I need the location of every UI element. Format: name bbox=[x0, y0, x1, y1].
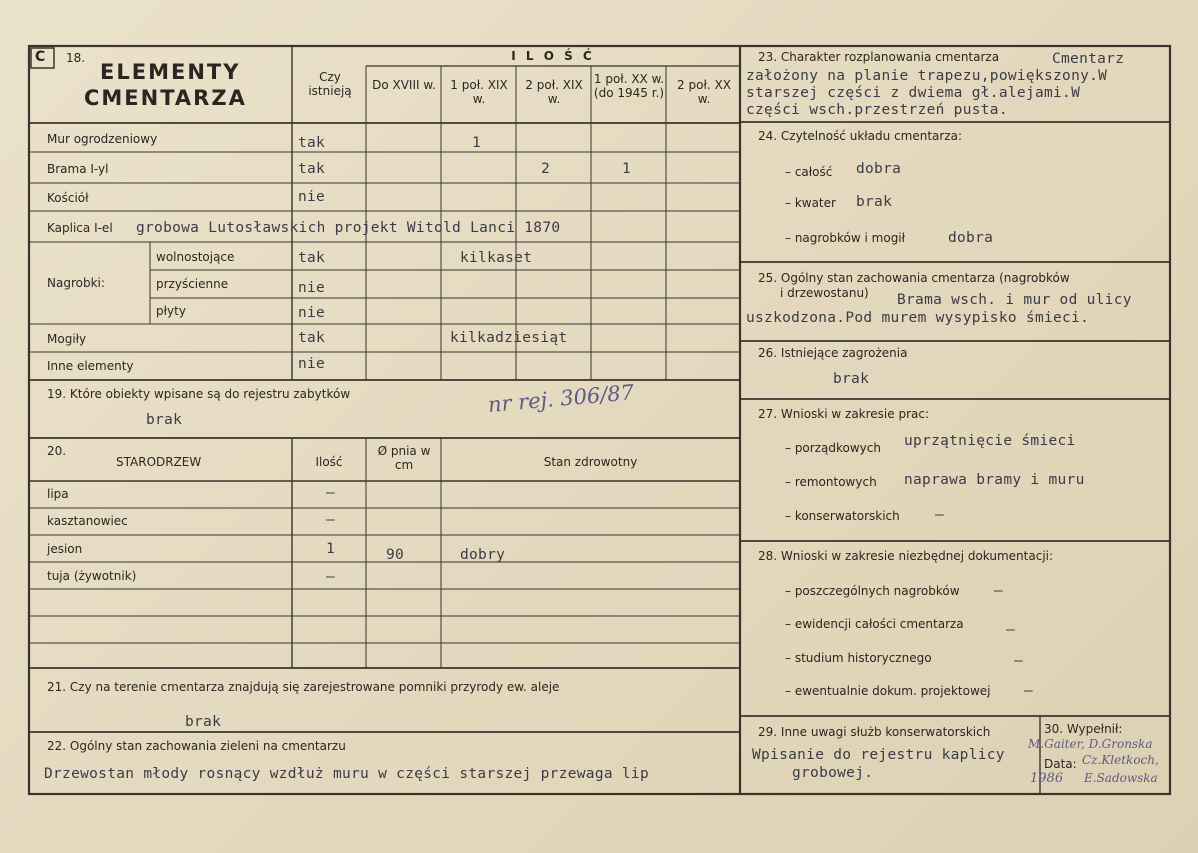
section-28-label: 28. Wnioski w zakresie niezbędnej dokumentacji: bbox=[758, 549, 1054, 563]
section-26-label: 26. Istniejące zagrożenia bbox=[758, 346, 908, 360]
col-xix2-header: 2 poł. XIX w. bbox=[525, 78, 583, 106]
section-23-label: 23. Charakter rozplanowania cmentarza bbox=[758, 50, 1000, 64]
section-23-line2: założony na planie trapezu,powiększony.W bbox=[746, 68, 1108, 84]
section-25-line1: Brama wsch. i mur od ulicy bbox=[897, 292, 1132, 308]
section-25-label-line1: 25. Ogólny stan zachowania cmentarza (nagrobków bbox=[758, 271, 1070, 285]
section-23-line1: Cmentarz bbox=[1052, 51, 1125, 67]
section-26-answer: brak bbox=[833, 371, 870, 387]
col-xviii-header: Do XVIII w. bbox=[372, 78, 436, 92]
porz-label: – porządkowych bbox=[785, 441, 881, 455]
kwater-label: – kwater bbox=[785, 196, 836, 210]
section-19-register-handwritten: nr rej. 306/87 bbox=[486, 380, 635, 417]
section-20-number: 20. bbox=[47, 444, 67, 458]
row-kaplica-text: grobowa Lutosławskich projekt Witold Lanci 1870 bbox=[136, 220, 561, 236]
col-xx2-header: 2 poł. XX w. bbox=[677, 78, 731, 106]
section-c-label: C bbox=[35, 49, 46, 65]
col-tree-count-header: Ilość bbox=[315, 455, 343, 469]
section-29-line1: Wpisanie do rejestru kaplicy bbox=[752, 747, 1005, 763]
doc-item-value: – bbox=[1006, 622, 1016, 638]
row-mogily-count: kilkadziesiąt bbox=[450, 330, 568, 346]
doc-item-value: – bbox=[1014, 653, 1024, 669]
col-tree-state-header: Stan zdrowotny bbox=[543, 455, 638, 469]
section-25-line2: uszkodzona.Pod murem wysypisko śmieci. bbox=[746, 310, 1090, 326]
tree-row-name: tuja (żywotnik) bbox=[47, 569, 137, 583]
section-23-line3: starszej części z dwiema gł.alejami.W bbox=[746, 85, 1081, 101]
kwater-value: brak bbox=[856, 194, 893, 210]
section-25-label-line2: i drzewostanu) bbox=[780, 286, 869, 300]
section-22-answer: Drzewostan młody rosnący wzdłuż muru w części starszej przewaga lip bbox=[44, 766, 649, 782]
section-30-label: 30. Wypełnił: bbox=[1044, 722, 1123, 736]
row-nagrobki-label: Nagrobki: bbox=[47, 276, 105, 290]
col-xix1-header: 1 poł. XIX w. bbox=[450, 78, 508, 106]
row-mur-xix1: 1 bbox=[472, 135, 482, 151]
section-21-question: 21. Czy na terenie cmentarza znajdują się zarejestrowane pomniki przyrody ew. aleje bbox=[47, 680, 560, 694]
nag-plyty-exists: nie bbox=[298, 305, 326, 321]
section-19-answer: brak bbox=[146, 412, 183, 428]
row-brama-label: Brama I-yl bbox=[47, 162, 109, 176]
row-kosciol-label: Kościół bbox=[47, 191, 89, 205]
calosc-label: – całość bbox=[785, 165, 833, 179]
section-29-label: 29. Inne uwagi służb konserwatorskich bbox=[758, 725, 991, 739]
nag-przys-label: przyścienne bbox=[156, 277, 229, 291]
section-22-question: 22. Ogólny stan zachowania zieleni na cmentarzu bbox=[47, 739, 346, 753]
filled-by-names-1: M.Gaiter, D.Gronska bbox=[1028, 737, 1153, 751]
tree-row-name: jesion bbox=[47, 542, 83, 556]
row-brama-xx1: 1 bbox=[622, 161, 632, 177]
row-inne-exists: nie bbox=[298, 356, 326, 372]
tree-row-state: dobry bbox=[460, 547, 506, 563]
row-mogily-exists: tak bbox=[298, 330, 326, 346]
section-24-label: 24. Czytelność układu cmentarza: bbox=[758, 129, 963, 143]
row-mur-exists: tak bbox=[298, 135, 326, 151]
section-18-number: 18. bbox=[66, 51, 86, 65]
section-18-title-line2: CMENTARZA bbox=[84, 86, 247, 110]
tree-row-count: – bbox=[326, 485, 336, 501]
tree-row-count: – bbox=[326, 569, 336, 585]
filled-by-names-3: E.Sadowska bbox=[1084, 771, 1158, 785]
doc-item-value: – bbox=[994, 583, 1004, 599]
col-exists-header: Czy istnieją bbox=[308, 70, 352, 98]
tree-row-count: – bbox=[326, 512, 336, 528]
row-kaplica-label: Kaplica I-el bbox=[47, 221, 113, 235]
kons-value: – bbox=[935, 507, 945, 523]
doc-item-value: – bbox=[1024, 683, 1034, 699]
nag-przys-exists: nie bbox=[298, 280, 326, 296]
doc-item-label: – ewentualnie dokum. projektowej bbox=[785, 684, 991, 698]
row-mogily-label: Mogiły bbox=[47, 332, 87, 346]
filled-by-names-2: Cz.Kletkoch, bbox=[1082, 753, 1159, 767]
doc-item-label: – ewidencji całości cmentarza bbox=[785, 617, 964, 631]
calosc-value: dobra bbox=[856, 161, 902, 177]
ilosc-header: I L O Ś Ć bbox=[511, 49, 595, 63]
nagrobkow-value: dobra bbox=[948, 230, 994, 246]
row-inne-label: Inne elementy bbox=[47, 359, 134, 373]
rem-label: – remontowych bbox=[785, 475, 877, 489]
section-23-line4: części wsch.przestrzeń pusta. bbox=[746, 102, 1008, 118]
section-20-title: STARODRZEW bbox=[116, 455, 202, 469]
nag-plyty-label: płyty bbox=[156, 304, 186, 318]
col-tree-diam-header: Ø pnia w cm bbox=[377, 444, 431, 472]
tree-row-count: 1 bbox=[326, 541, 336, 557]
date-year: 1986 bbox=[1030, 771, 1064, 786]
col-xx1-header: 1 poł. XX w. (do 1945 r.) bbox=[593, 72, 665, 100]
section-18-title-line1: ELEMENTY bbox=[100, 60, 241, 84]
kons-label: – konserwatorskich bbox=[785, 509, 900, 523]
row-brama-exists: tak bbox=[298, 161, 326, 177]
tree-row-name: kasztanowiec bbox=[47, 514, 128, 528]
section-19-question: 19. Które obiekty wpisane są do rejestru zabytków bbox=[47, 387, 351, 401]
rem-value: naprawa bramy i muru bbox=[904, 472, 1085, 488]
porz-value: uprzątnięcie śmieci bbox=[904, 433, 1076, 449]
tree-row-name: lipa bbox=[47, 487, 69, 501]
section-21-answer: brak bbox=[185, 714, 222, 730]
row-mur-label: Mur ogrodzeniowy bbox=[47, 132, 158, 146]
nag-wolno-exists: tak bbox=[298, 250, 326, 266]
doc-item-label: – poszczególnych nagrobków bbox=[785, 584, 960, 598]
doc-item-label: – studium historycznego bbox=[785, 651, 932, 665]
nagrobkow-label: – nagrobków i mogił bbox=[785, 231, 906, 245]
section-29-line2: grobowej. bbox=[792, 765, 874, 781]
row-kosciol-exists: nie bbox=[298, 189, 326, 205]
date-label: Data: bbox=[1044, 757, 1077, 771]
row-brama-xix2: 2 bbox=[541, 161, 551, 177]
nag-wolno-label: wolnostojące bbox=[156, 250, 235, 264]
tree-row-diam: 90 bbox=[386, 547, 405, 563]
nag-wolno-count: kilkaset bbox=[460, 250, 533, 266]
section-27-label: 27. Wnioski w zakresie prac: bbox=[758, 407, 930, 421]
